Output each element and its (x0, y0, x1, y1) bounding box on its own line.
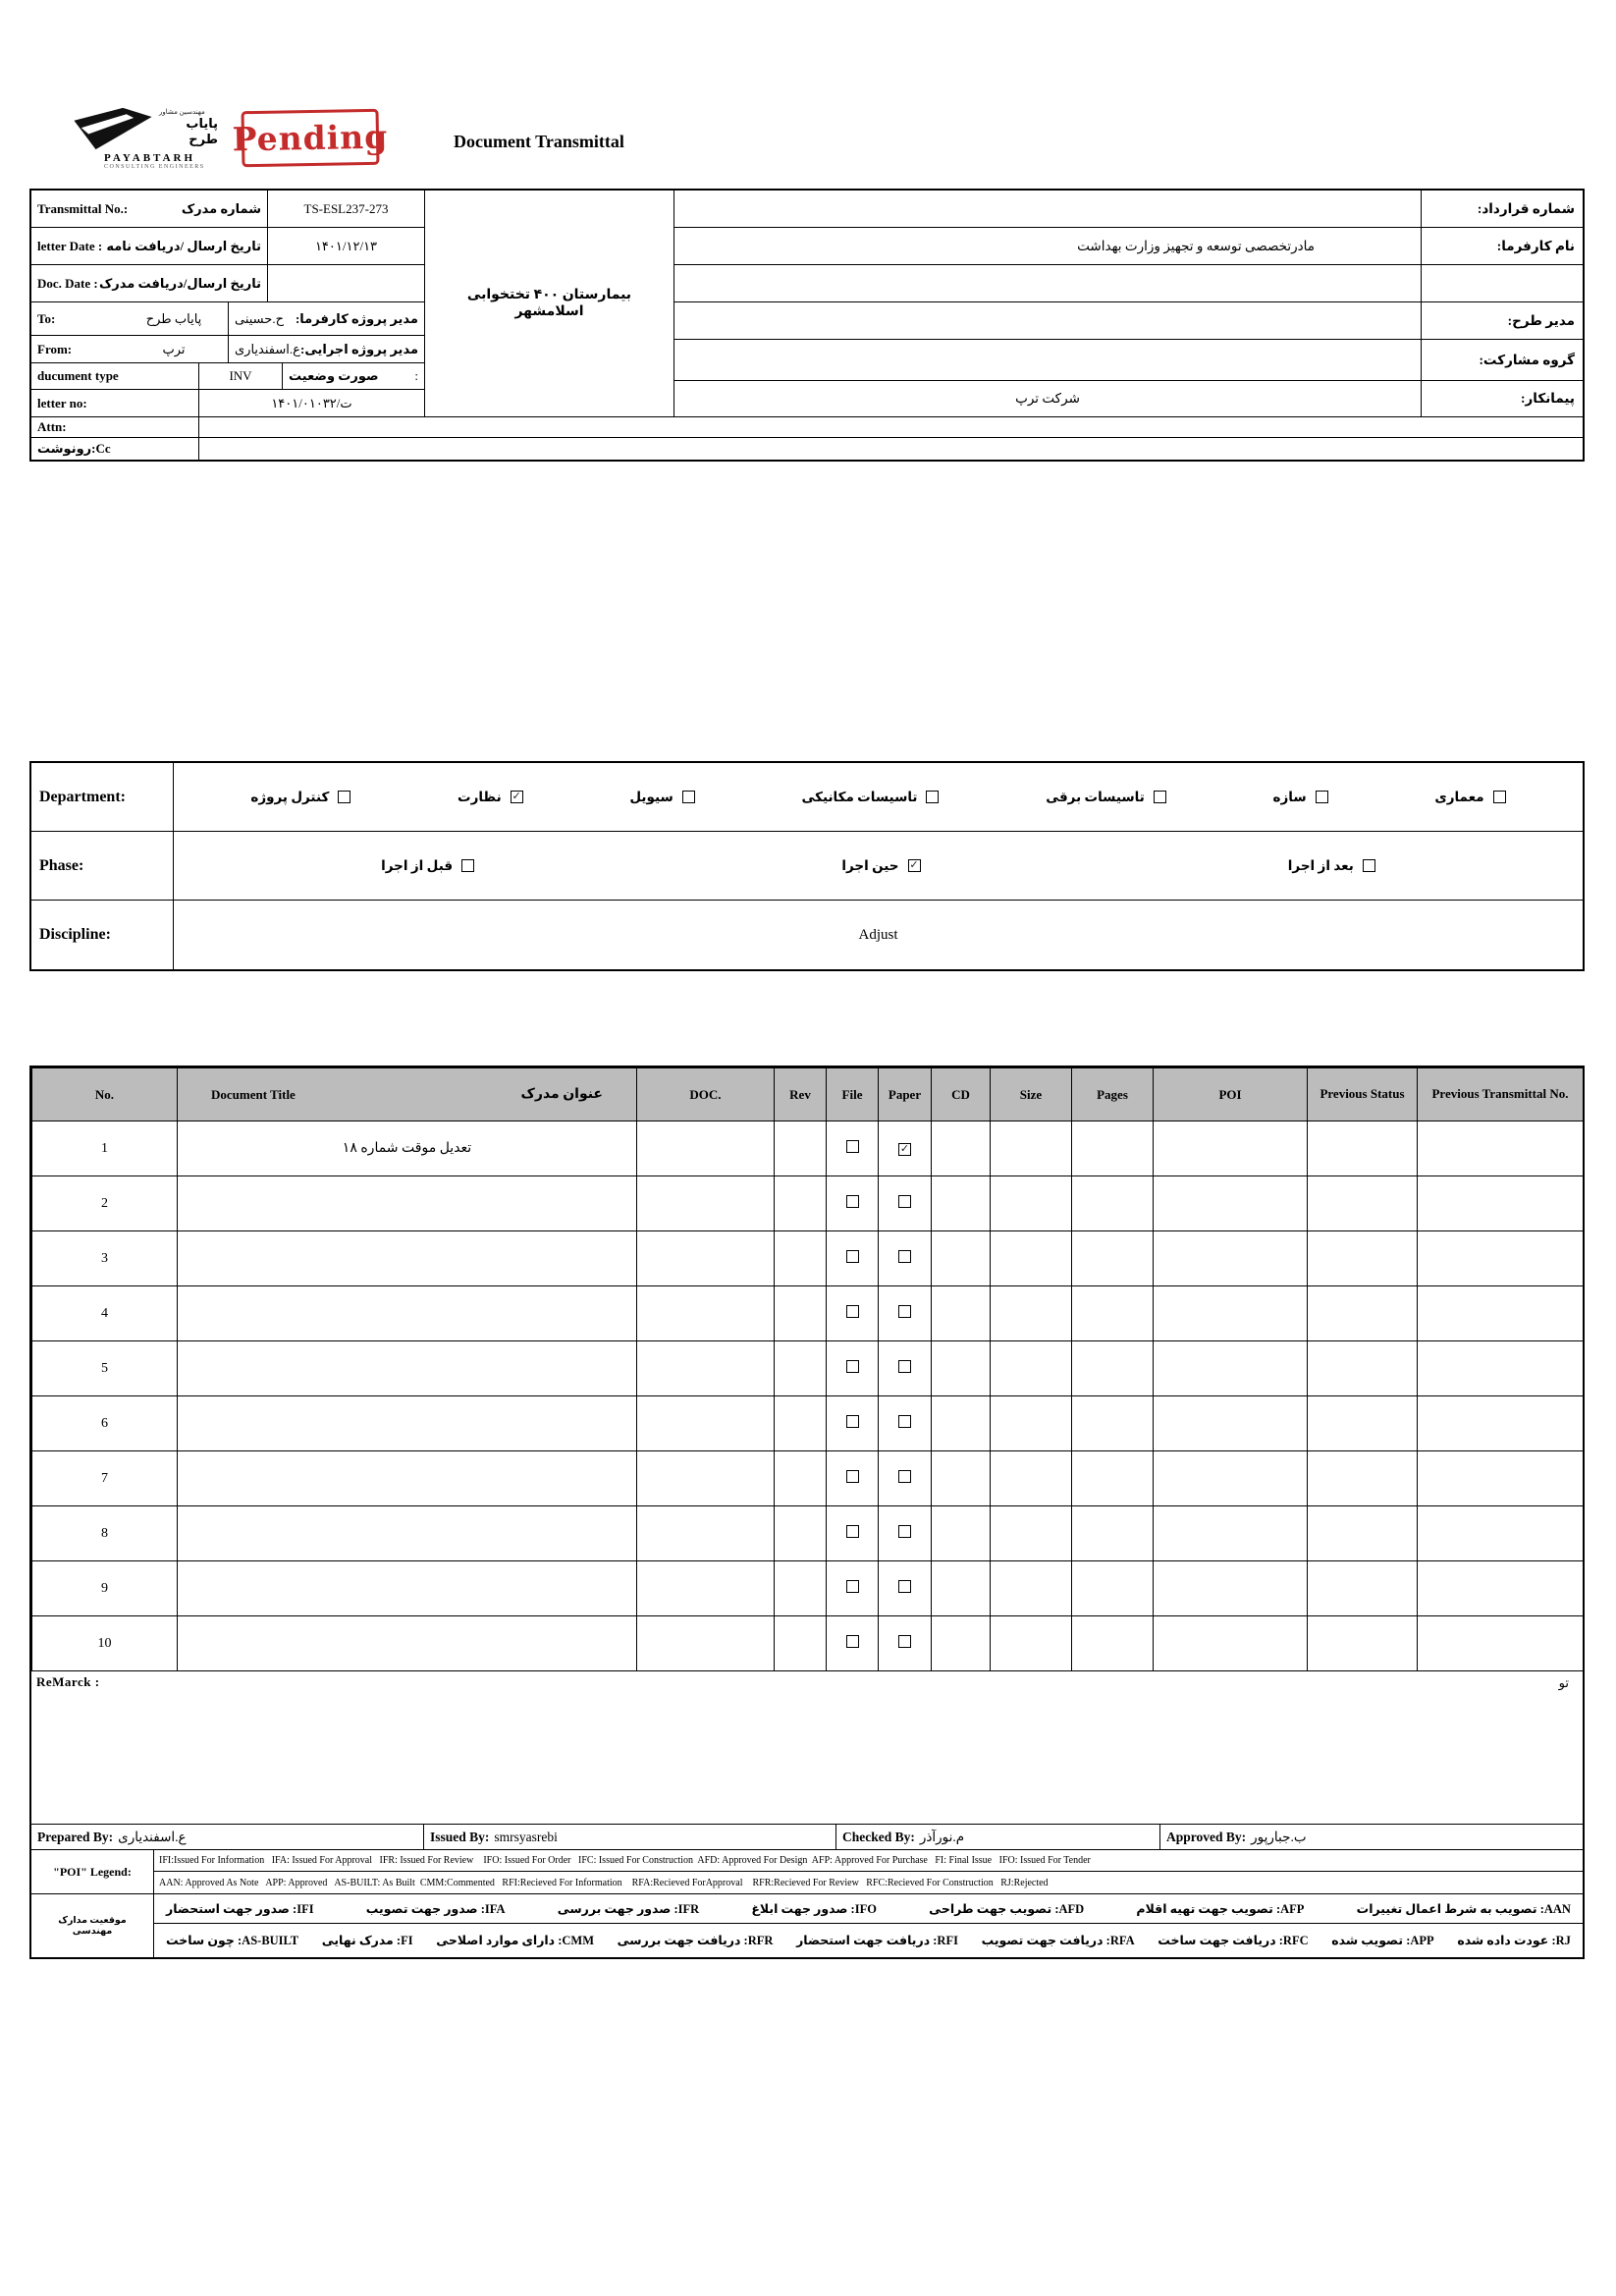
during-execution-checkbox[interactable]: ✓ (909, 859, 919, 871)
logo-tagline-fa: مهندسین مشاور (159, 108, 205, 116)
fa-legend-row-1 (154, 1894, 1583, 1924)
document-title-cell (178, 1616, 637, 1671)
document-type-value: INV (229, 368, 252, 383)
contract-no-row (674, 191, 1583, 228)
doc-date-row (31, 265, 424, 302)
transmittal-header-table (29, 189, 1585, 462)
cc-row (31, 438, 1583, 460)
col-paper: Paper (879, 1068, 932, 1121)
col-pages: Pages (1072, 1068, 1154, 1121)
transmittal-no-value: TS-ESL237-273 (303, 200, 389, 216)
brand-bar (0, 0, 1616, 187)
phase-item-after-execution: بعد از اجرا (1288, 858, 1375, 874)
paper-checkbox[interactable]: ✓ (899, 1142, 910, 1155)
document-title-cell (178, 1396, 637, 1451)
logo-mark-icon (71, 106, 155, 151)
contractor-value: شرکت ترپ (1015, 391, 1080, 406)
structure-checkbox[interactable] (1316, 791, 1328, 803)
contractor-label: پیمانکار: (1521, 391, 1575, 406)
blank-row (674, 265, 1583, 302)
from-value: ترپ (162, 341, 186, 356)
client-name-value: مادرتخصصی توسعه و تجهیز وزارت بهداشت (1077, 238, 1315, 253)
prepared-by-cell: Prepared By: ع.اسفندیاری (31, 1825, 424, 1849)
col-rev: Rev (775, 1068, 827, 1121)
file-checkbox[interactable] (846, 1250, 859, 1263)
partnership-row (674, 340, 1583, 381)
paper-checkbox[interactable] (898, 1635, 911, 1648)
legend-item: RFA: دریافت جهت تصویب (981, 1934, 1135, 1947)
attn-label: Attn: (37, 419, 67, 434)
file-checkbox[interactable] (846, 1305, 859, 1318)
from-row (31, 336, 424, 363)
department-item-structure: سازه (1273, 790, 1328, 805)
legend-item: APP: تصویب شده (1331, 1934, 1434, 1947)
remark-label: ReMarck : (36, 1674, 100, 1689)
after-execution-checkbox[interactable] (1363, 859, 1375, 872)
document-title-cell: تعدیل موقت شماره ۱۸ (178, 1121, 637, 1176)
file-checkbox[interactable] (846, 1415, 859, 1428)
legend-item: IFA: صدور جهت تصویب (365, 1901, 506, 1916)
document-title-cell (178, 1231, 637, 1286)
col-cd: CD (932, 1068, 991, 1121)
department-item-architecture: معماری (1434, 790, 1505, 805)
document-title-cell (178, 1341, 637, 1396)
table-row: 6 (32, 1396, 1584, 1451)
legend-item: IFI: صدور جهت استحضار (166, 1901, 314, 1916)
table-row: 3 (32, 1231, 1584, 1286)
poi-legend-label: "POI" Legend: (31, 1850, 154, 1893)
col-previous-transmittal: Previous Transmittal No. (1418, 1068, 1584, 1121)
electrical-checkbox[interactable] (1154, 791, 1166, 803)
mechanical-checkbox[interactable] (926, 791, 939, 803)
supervision-checkbox[interactable]: ✓ (512, 791, 521, 802)
legend-item: CMM: دارای موارد اصلاحی (436, 1934, 595, 1947)
legend-item: RFI: دریافت جهت استحضار (796, 1934, 958, 1947)
contractor-row (674, 381, 1583, 416)
col-doc: DOC. (637, 1068, 775, 1121)
file-checkbox[interactable] (846, 1195, 859, 1208)
project-name-cell (424, 191, 674, 416)
contract-no-label: شماره قرارداد: (1477, 200, 1575, 216)
paper-checkbox[interactable] (898, 1195, 911, 1208)
design-manager-label: مدیر طرح: (1507, 312, 1575, 328)
legend-item: RFR: دریافت جهت بررسی (617, 1934, 774, 1947)
logo-brand-sub: CONSULTING ENGINEERS (104, 164, 205, 170)
document-table (31, 1067, 1584, 1671)
department-item-electrical: تاسیسات برقی (1046, 790, 1166, 805)
document-type-colon: : (414, 368, 418, 383)
col-poi: POI (1154, 1068, 1308, 1121)
paper-checkbox[interactable] (898, 1580, 911, 1593)
paper-checkbox[interactable] (898, 1470, 911, 1483)
phase-item-before-execution: قبل از اجرا (381, 858, 474, 874)
letter-date-label-en: letter Date : (37, 238, 103, 253)
department-item-project-control: کنترل پروژه (250, 790, 350, 805)
paper-checkbox[interactable] (898, 1250, 911, 1263)
legend-item: AFD: تصویب جهت طراحی (929, 1901, 1085, 1916)
remark-note: تو (1558, 1675, 1569, 1690)
table-row: 2 (32, 1176, 1584, 1231)
col-previous-status: Previous Status (1308, 1068, 1418, 1121)
to-label: To: (37, 310, 56, 326)
letter-no-label: letter no: (37, 395, 87, 410)
architecture-checkbox[interactable] (1493, 791, 1506, 803)
department-item-mechanical: تاسیسات مکانیکی (801, 790, 939, 805)
signatures-row (31, 1825, 1583, 1850)
header-left-block (31, 191, 424, 416)
client-pm-value: ح.حسینی (235, 310, 284, 326)
document-type-row (31, 363, 424, 390)
department-item-civil: سیویل (629, 790, 694, 805)
payabtarh-logo (71, 106, 218, 170)
table-row: 1 تعدیل موقت شماره ۱۸ ✓ (32, 1121, 1584, 1176)
logo-brand-en: PAYABTARH (104, 152, 196, 164)
table-row: 9 (32, 1561, 1584, 1616)
document-type-label-fa: صورت وضعیت (289, 368, 379, 383)
attn-row (31, 416, 1583, 438)
logo-brand-fa: پایاب طرح (186, 116, 218, 146)
legend-item: RFC: دریافت جهت ساخت (1158, 1934, 1309, 1947)
transmittal-no-label-en: Transmittal No.: (37, 200, 129, 216)
pending-stamp-text: Pending (232, 117, 389, 159)
table-row: 7 (32, 1451, 1584, 1506)
letter-date-label-fa: تاریخ ارسال /دریافت نامه (106, 238, 261, 253)
document-title-cell (178, 1451, 637, 1506)
document-title-cell (178, 1506, 637, 1561)
cc-label: رونوشت:Cc (37, 441, 111, 456)
letter-no-value: ت/۱۴۰۱/۰۱۰۳۲ (271, 395, 352, 410)
letter-no-row (31, 390, 424, 416)
file-checkbox[interactable] (846, 1635, 859, 1648)
col-no: No. (32, 1068, 178, 1121)
legend-item: IFO: صدور جهت ابلاغ (751, 1901, 877, 1916)
col-size: Size (991, 1068, 1072, 1121)
civil-checkbox[interactable] (682, 791, 695, 803)
project-name: بیمارستان ۴۰۰ تختخوابی اسلامشهر (466, 288, 632, 319)
legend-item: AFP: تصویب جهت تهیه اقلام (1136, 1901, 1305, 1916)
table-header-row (32, 1068, 1584, 1121)
header-right-block (674, 191, 1583, 416)
file-checkbox[interactable] (846, 1140, 859, 1153)
client-name-label: نام کارفرما: (1496, 238, 1575, 253)
legend-item: AS-BUILT: چون ساخت (166, 1934, 299, 1947)
from-label: From: (37, 341, 73, 356)
col-document-title: Document Title عنوان مدرک (178, 1068, 637, 1121)
discipline-label: Discipline: (31, 901, 174, 969)
document-list-block (29, 1066, 1585, 1959)
table-row: 10 (32, 1616, 1584, 1671)
to-row (31, 302, 424, 336)
before-execution-checkbox[interactable] (461, 859, 474, 872)
file-checkbox[interactable] (846, 1580, 859, 1593)
approved-by-cell: Approved By: ب.جبارپور (1166, 1829, 1307, 1844)
legend-item: FI: مدرک نهایی (321, 1934, 413, 1947)
client-name-row (674, 228, 1583, 265)
transmittal-no-label-fa: شماره مدرک (181, 200, 261, 216)
document-title-cell (178, 1561, 637, 1616)
paper-checkbox[interactable] (898, 1360, 911, 1373)
document-title-cell (178, 1176, 637, 1231)
client-pm-label: مدیر پروژه کارفرما: (295, 310, 418, 326)
fa-legend-label: موقعیت مدارک مهندسی (31, 1894, 154, 1957)
document-type-label: ducument type (37, 368, 119, 383)
to-value: پایاب طرح (145, 310, 202, 326)
discipline-row (31, 901, 1583, 969)
checked-by-cell: Checked By: م.نورآذر (836, 1825, 1160, 1849)
phase-row (31, 832, 1583, 901)
table-row: 5 (32, 1341, 1584, 1396)
file-checkbox[interactable] (846, 1470, 859, 1483)
pending-stamp (232, 109, 389, 167)
remark-section (31, 1671, 1583, 1825)
department-label: Department: (31, 763, 174, 831)
letter-date-row (31, 228, 424, 265)
poi-legend-line-1: IFI:Issued For Information IFA: Issued For Approval IFR: Issued For Review IFO: Issued For Order IFC: Issued For Construction AFD: Approved For Design AFP: Approved For Purchase FI: Final Issue IFO: Issued For Tender (154, 1850, 1583, 1872)
department-item-supervision: نظارت ✓ (458, 789, 521, 804)
phase-label: Phase: (31, 832, 174, 900)
issued-by-cell: Issued By: smrsyasrebi (424, 1825, 836, 1849)
paper-checkbox[interactable] (898, 1415, 911, 1428)
department-phase-table (29, 761, 1585, 971)
fa-legend-row-2 (154, 1924, 1583, 1957)
page-title: Document Transmittal (454, 132, 624, 151)
file-checkbox[interactable] (846, 1525, 859, 1538)
design-manager-row (674, 302, 1583, 340)
doc-date-label-fa: تاریخ ارسال/دریافت مدرک (98, 275, 261, 291)
fa-legend-section (31, 1894, 1583, 1957)
paper-checkbox[interactable] (898, 1305, 911, 1318)
table-row: 8 (32, 1506, 1584, 1561)
legend-item: IFR: صدور جهت بررسی (557, 1901, 700, 1916)
doc-date-label-en: Doc. Date : (37, 275, 98, 291)
col-file: File (827, 1068, 879, 1121)
poi-legend-section (31, 1850, 1583, 1894)
legend-item: AAN: تصویب به شرط اعمال تغییرات (1356, 1901, 1571, 1916)
document-title-cell (178, 1286, 637, 1341)
poi-legend-line-2: AAN: Approved As Note APP: Approved AS-BUILT: As Built CMM:Commented RFI:Recieved For Information RFA:Recieved ForApproval RFR:Recieved For Review RFC:Recieved For Construction RJ:Rejected (159, 1877, 1049, 1888)
legend-item: RJ: عودت داده شده (1457, 1934, 1571, 1947)
exec-pm-label: مدیر پروژه اجرایی: (300, 341, 418, 356)
department-row (31, 763, 1583, 832)
partnership-label: گروه مشارکت: (1479, 352, 1575, 367)
file-checkbox[interactable] (846, 1360, 859, 1373)
phase-item-during-execution: حین اجرا ✓ (841, 857, 919, 873)
transmittal-no-row (31, 191, 424, 228)
discipline-value: Adjust (858, 926, 898, 943)
exec-pm-value: ع.اسفندیاری (235, 341, 300, 356)
letter-date-value: ۱۴۰۱/۱۲/۱۳ (314, 238, 378, 253)
table-row: 4 (32, 1286, 1584, 1341)
paper-checkbox[interactable] (898, 1525, 911, 1538)
project-control-checkbox[interactable] (338, 791, 350, 803)
